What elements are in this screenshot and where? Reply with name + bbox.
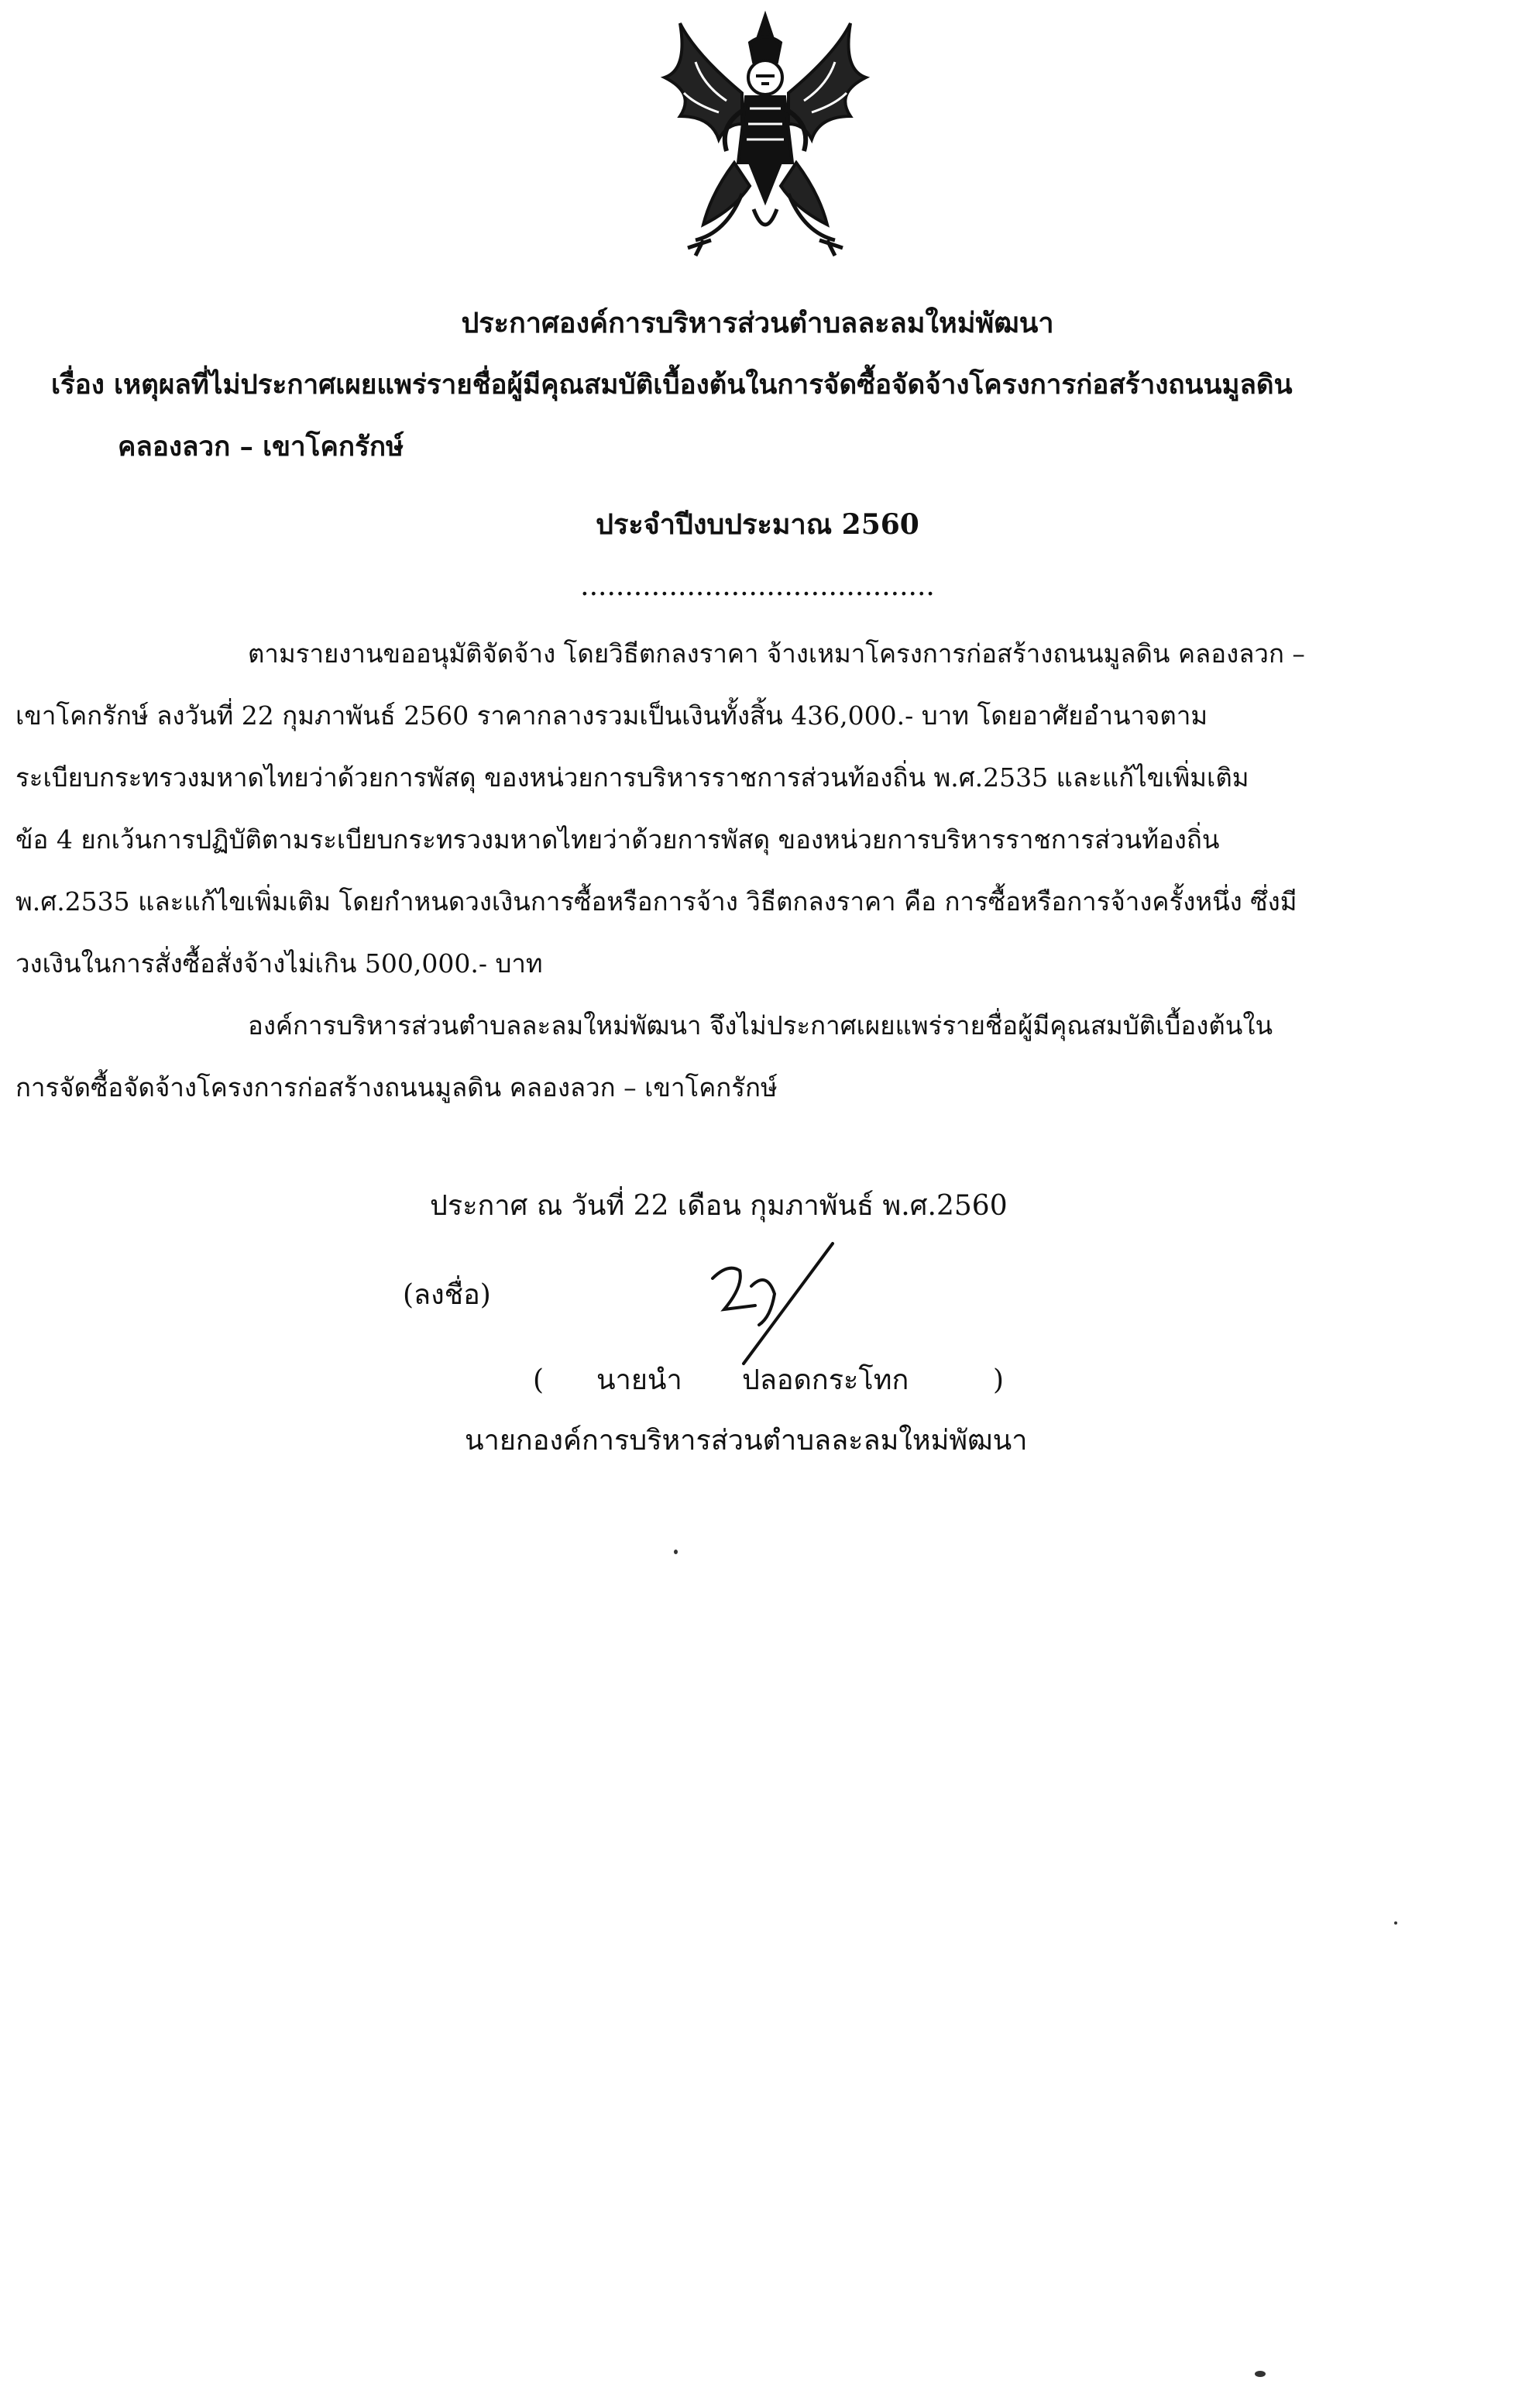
announcement-date: ประกาศ ณ วันที่ 22 เดือน กุมภาพันธ์ พ.ศ.2560 <box>430 1190 1008 1222</box>
document-title: ประกาศองค์การบริหารส่วนตำบลละลมใหม่พัฒนา <box>461 307 1054 339</box>
paragraph-2-line-1: องค์การบริหารส่วนตำบลละลมใหม่พัฒนา จึงไม่ประกาศเผยแพร่รายชื่อผู้มีคุณสมบัติเบื้องต้นใน <box>248 1010 1273 1041</box>
separator-dots: ........................................ <box>580 570 935 602</box>
scan-speck <box>1255 2371 1266 2377</box>
signer-position: นายกองค์การบริหารส่วนตำบลละลมใหม่พัฒนา <box>465 1425 1028 1457</box>
close-parenthesis: ) <box>993 1364 1005 1396</box>
open-parenthesis: ( <box>533 1364 545 1396</box>
scan-speck <box>674 1550 678 1554</box>
paragraph-1-line-6: วงเงินในการสั่งซื้อสั่งจ้างไม่เกิน 500,000.- บาท <box>15 948 543 979</box>
paragraph-1-line-5: พ.ศ.2535 และแก้ไขเพิ่มเติม โดยกำหนดวงเงินการซื้อหรือการจ้าง วิธีตกลงราคา คือ การซื้อหรือการจ้างครั้งหนึ่ง ซึ่งมี <box>15 886 1297 917</box>
subject-line-2: คลองลวก – เขาโคกรักษ์ <box>118 431 404 463</box>
handwritten-signature-icon <box>697 1240 837 1371</box>
paragraph-1-line-4: ข้อ 4 ยกเว้นการปฏิบัติตามระเบียบกระทรวงมหาดไทยว่าด้วยการพัสดุ ของหน่วยการบริหารราชการส่วนท้องถิ่น <box>15 824 1220 855</box>
paragraph-1-line-2: เขาโคกรักษ์ ลงวันที่ 22 กุมภาพันธ์ 2560 ราคากลางรวมเป็นเงินทั้งสิ้น 436,000.- บาท โดยอาศัยอำนาจตาม <box>15 700 1208 731</box>
signer-first-name: นายนำ <box>596 1364 682 1396</box>
garuda-emblem-icon <box>634 8 897 263</box>
paragraph-1-line-1: ตามรายงานขออนุมัติจัดจ้าง โดยวิธีตกลงราคา จ้างเหมาโครงการก่อสร้างถนนมูลดิน คลองลวก – <box>248 638 1305 669</box>
scan-speck <box>1394 1921 1397 1925</box>
signed-label: (ลงชื่อ) <box>403 1279 491 1311</box>
paragraph-1-line-3: ระเบียบกระทรวงมหาดไทยว่าด้วยการพัสดุ ของหน่วยการบริหารราชการส่วนท้องถิ่น พ.ศ.2535 และแก้ไขเพิ่มเติม <box>15 762 1249 793</box>
fiscal-year: ประจำปีงบประมาณ 2560 <box>596 508 919 541</box>
signer-last-name: ปลอดกระโทก <box>742 1364 909 1396</box>
subject-line-1: เรื่อง เหตุผลที่ไม่ประกาศเผยแพร่รายชื่อผู้มีคุณสมบัติเบื้องต้นในการจัดซื้อจัดจ้างโครงการก่อสร้างถนนมูลดิน <box>51 369 1293 401</box>
paragraph-2-line-2: การจัดซื้อจัดจ้างโครงการก่อสร้างถนนมูลดิน คลองลวก – เขาโคกรักษ์ <box>15 1072 778 1103</box>
